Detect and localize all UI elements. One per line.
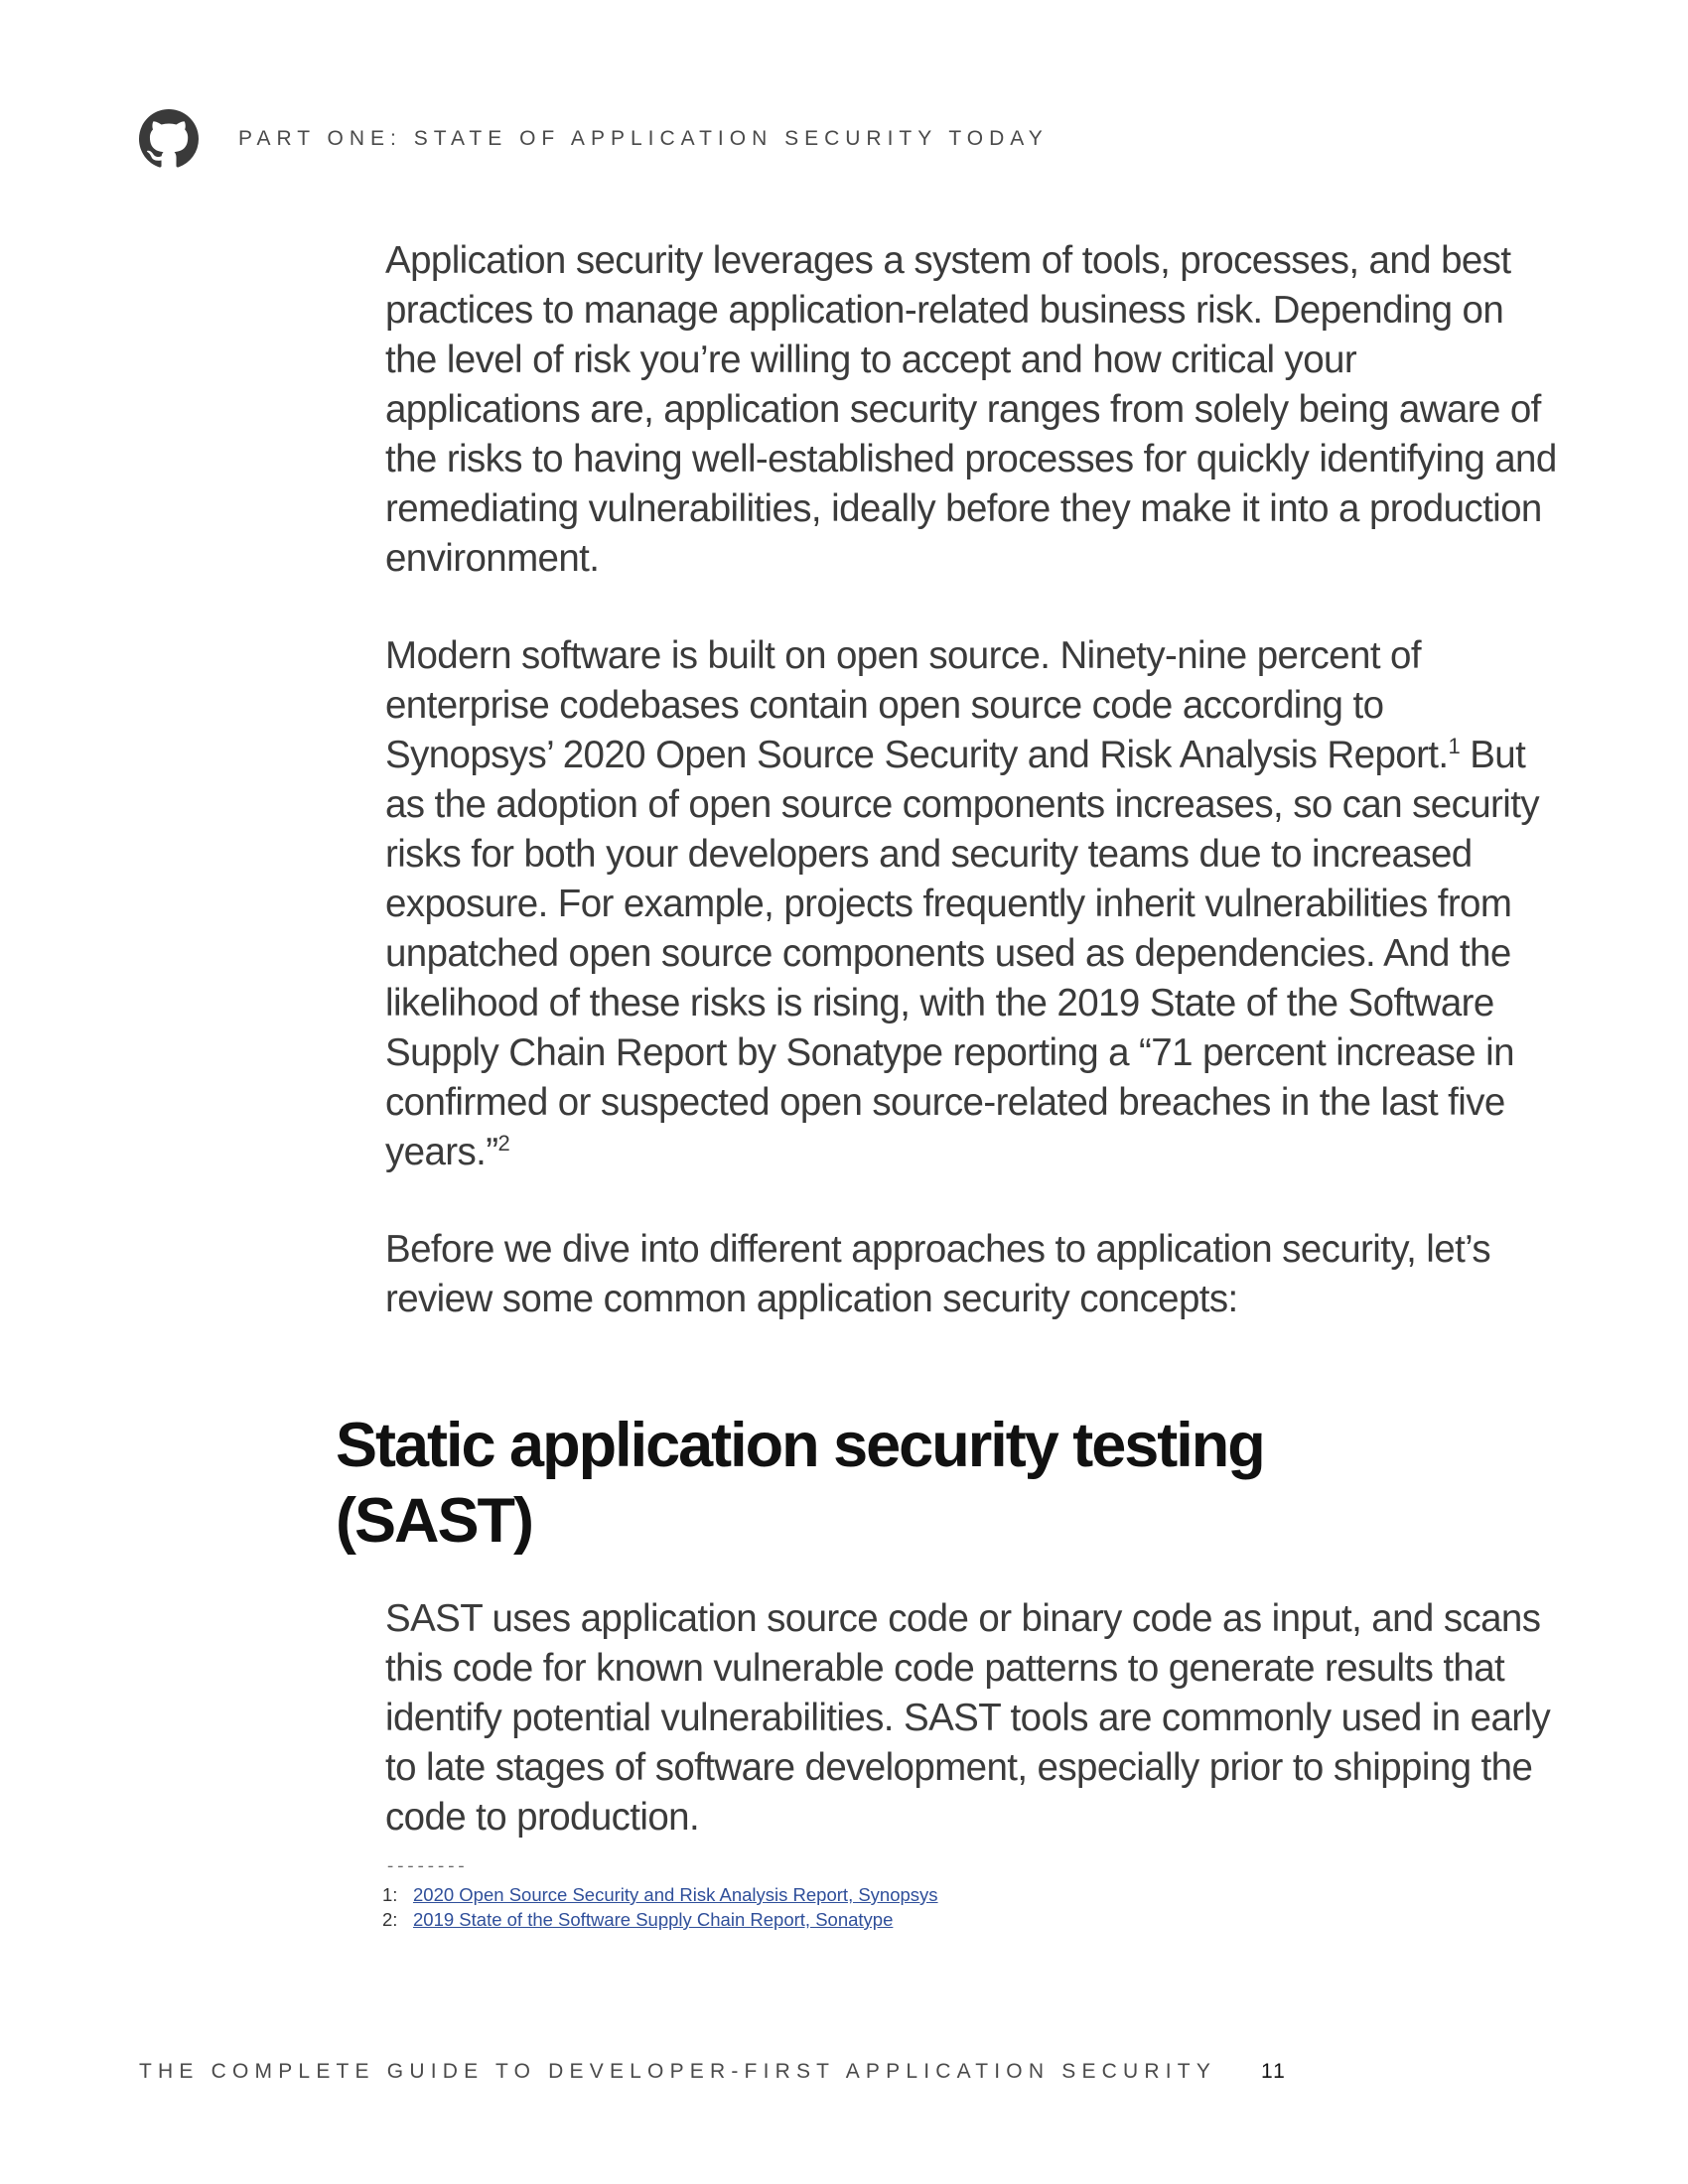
footnote-item [382, 1907, 938, 1932]
footnote-number: 1: [382, 1884, 398, 1905]
paragraph-open-source-text-b: But as the adoption of open source components increases, so can security risks for both your developers and security teams due to increased exposure. For example, projects frequently inherit vulnerabilities from unpatched open source components used as dependencies. And the likelihood of these risks is rising, with the 2019 State of the Software Supply Chain Report by Sonatype reporting a “71 percent increase in confirmed or suspected open source-related breaches in the last five years.” [385, 734, 1539, 1173]
footnote-link-synopsys[interactable]: 2020 Open Source Security and Risk Analysis Report, Synopsys [413, 1884, 938, 1905]
github-octocat-icon [139, 109, 199, 169]
footnote-ref-1: 1 [1448, 734, 1461, 759]
page-footer [139, 2060, 1287, 2084]
page-header [139, 109, 1049, 169]
paragraph-sast: SAST uses application source code or binary code as input, and scans this code for known vulnerable code patterns to generate results that identify potential vulnerabilities. SAST tools are commonly used in early to late stages of software development, especially prior to shipping the code to production. [385, 1597, 1551, 1839]
footnote-ref-2: 2 [497, 1131, 510, 1157]
paragraph-concepts-intro: Before we dive into different approaches to application security, let’s review some common application security concepts: [385, 1228, 1491, 1320]
sast-section-body [385, 1594, 1557, 1843]
paragraph-intro: Application security leverages a system of tools, processes, and best practices to manage application-related business risk. Depending on the level of risk you’re willing to accept and how critical your applications are, application security ranges from solely being aware of the risks to having well-established processes for quickly identifying and remediating vulnerabilities, ideally before they make it into a production environment. [385, 239, 1557, 580]
section-running-title: PART ONE: STATE OF APPLICATION SECURITY TODAY [238, 127, 1049, 150]
footnote-number: 2: [382, 1909, 398, 1930]
paragraph-open-source [385, 631, 1557, 1177]
page-number: 11 [1261, 2060, 1287, 2083]
body-text [385, 236, 1557, 1324]
footnote-divider: -------- [385, 1858, 467, 1877]
paragraph-open-source-text-a: Modern software is built on open source. Ninety-nine percent of enterprise codebases contain open source code according to Synopsys’ 2020 Open Source Security and Risk Analysis Report. [385, 634, 1449, 776]
footnotes [382, 1882, 938, 1932]
section-heading-sast: Static application security testing (SAST) [336, 1411, 1264, 1556]
footnote-item [382, 1882, 938, 1907]
footnote-link-sonatype[interactable]: 2019 State of the Software Supply Chain Report, Sonatype [413, 1909, 894, 1930]
document-title: THE COMPLETE GUIDE TO DEVELOPER-FIRST APPLICATION SECURITY [139, 2060, 1217, 2083]
